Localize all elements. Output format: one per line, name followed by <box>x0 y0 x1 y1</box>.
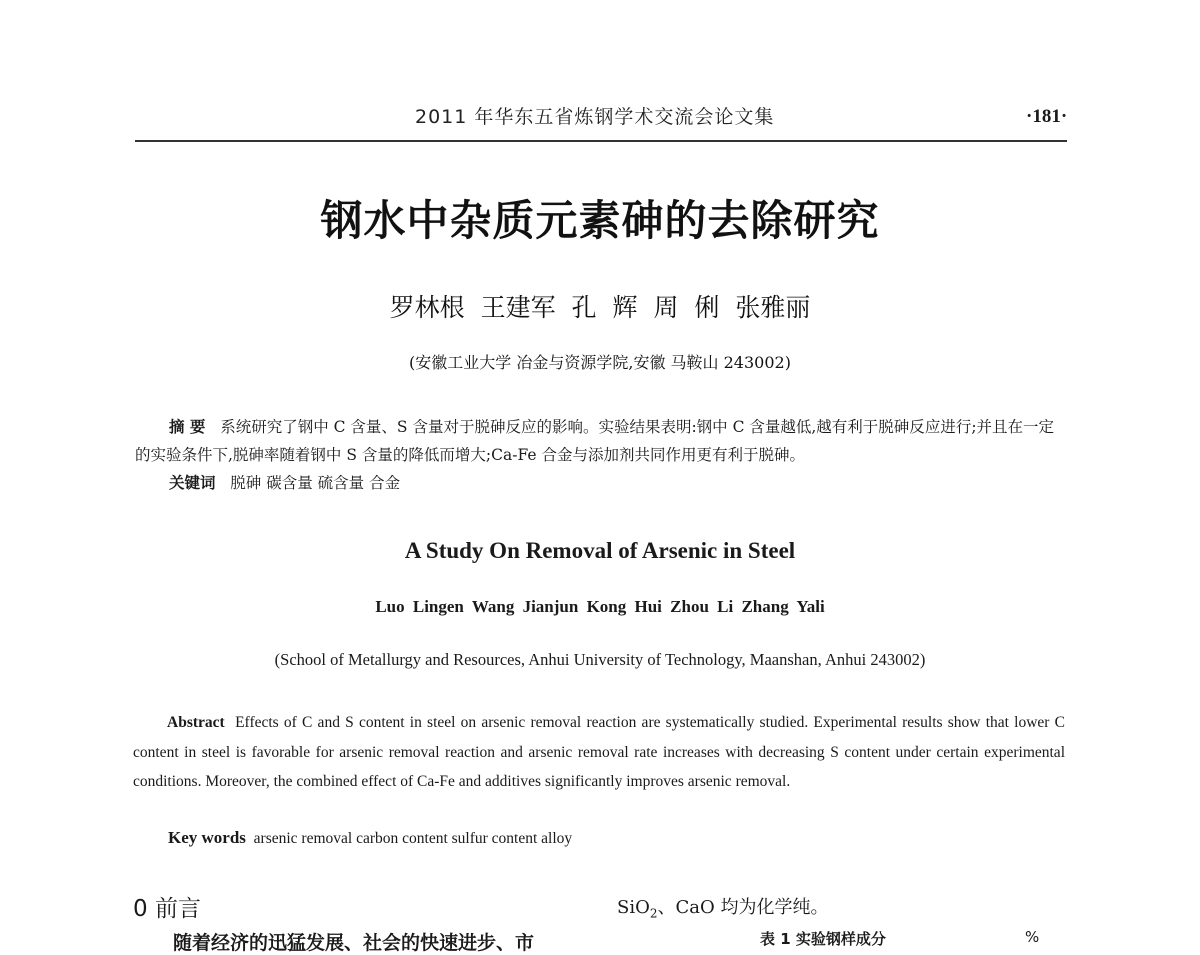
section-heading: 0 前言 <box>133 896 201 922</box>
abstract-en-label: Abstract <box>167 714 225 731</box>
keywords-cn-label: 关键词 <box>169 474 216 492</box>
affiliation-cn: (安徽工业大学 冶金与资源学院,安徽 马鞍山 243002) <box>409 353 791 372</box>
abstract-cn <box>135 413 1065 497</box>
authors-cn: 罗林根 王建军 孔 辉 周 俐 张雅丽 <box>389 293 811 322</box>
abstract-en-text: Effects of C and S content in steel on arsenic removal reaction are systematically studied. Experimental results show that lower C content in steel is favorable for arsenic removal reaction and arsenic removal rate increases with decreasing S content under certain experimental conditions. Moreover, the combined effect of Ca-Fe and additives significantly improves arsenic removal. <box>133 714 1065 790</box>
paper-title-en: A Study On Removal of Arsenic in Steel <box>404 538 796 563</box>
running-header: 2011 年华东五省炼钢学术交流会论文集 <box>415 106 775 128</box>
affiliation-en: (School of Metallurgy and Resources, Anhui University of Technology, Maanshan, Anhui 243002) <box>274 650 926 669</box>
authors-en: Luo Lingen Wang Jianjun Kong Hui Zhou Li Zhang Yali <box>375 597 825 616</box>
section-first-line: 随着经济的迅猛发展、社会的快速进步、市 <box>173 932 535 954</box>
chem-sio2: SiO <box>617 897 650 918</box>
paper-title-cn: 钢水中杂质元素砷的去除研究 <box>320 196 880 245</box>
reagent-line <box>617 893 828 921</box>
table-unit: % <box>1025 928 1040 946</box>
header-rule <box>135 140 1067 142</box>
abstract-en <box>133 708 1065 797</box>
chem-sub: 2 <box>649 906 658 921</box>
keywords-en-label: Key words <box>168 828 246 847</box>
abstract-cn-label: 摘 要 <box>169 418 206 436</box>
page-number: ·181· <box>1026 106 1068 127</box>
table-caption: 表 1 实验钢样成分 <box>760 930 886 948</box>
chem-rest: 、CaO 均为化学纯。 <box>657 897 829 918</box>
keywords-cn-text: 脱砷 碳含量 硫含量 合金 <box>230 474 401 492</box>
abstract-cn-text: 系统研究了钢中 C 含量、S 含量对于脱砷反应的影响。实验结果表明:钢中 C 含量越低,越有利于脱砷反应进行;并且在一定的实验条件下,脱砷率随着钢中 S 含量的降低而增大;Ca-Fe 合金与添加剂共同作用更有利于脱砷。 <box>135 418 1055 464</box>
keywords-en-text: arsenic removal carbon content sulfur content alloy <box>253 830 573 847</box>
keywords-en <box>168 828 572 848</box>
